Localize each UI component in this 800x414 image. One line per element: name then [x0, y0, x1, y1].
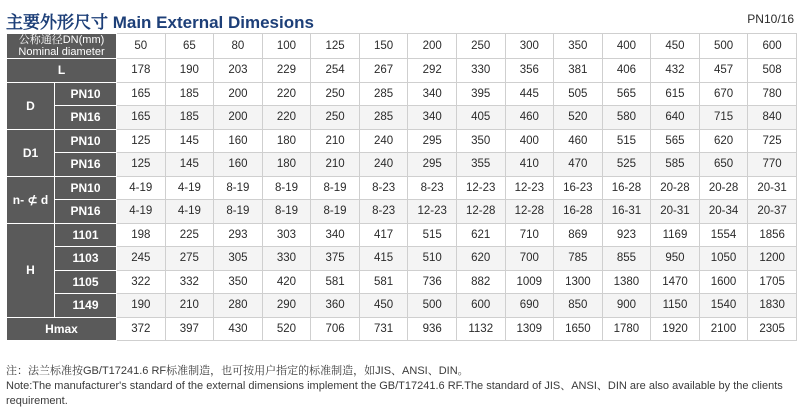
- value-cell: 1300: [554, 270, 603, 294]
- value-cell: 1780: [602, 317, 651, 341]
- value-cell: 285: [359, 106, 408, 130]
- row-H-1101: [7, 223, 797, 247]
- value-cell: 145: [165, 153, 214, 177]
- size-cell: 400: [602, 34, 651, 59]
- value-cell: 731: [359, 317, 408, 341]
- value-cell: 280: [214, 294, 263, 318]
- value-cell: 160: [214, 153, 263, 177]
- value-cell: 125: [117, 153, 166, 177]
- value-cell: 670: [699, 82, 748, 106]
- page-title: 主要外形尺寸 Main External Dimesions: [6, 13, 314, 32]
- value-cell: 1705: [748, 270, 797, 294]
- sub-label-D1-pn16: PN16: [55, 153, 117, 177]
- value-cell: 185: [165, 106, 214, 130]
- value-cell: 1650: [554, 317, 603, 341]
- size-cell: 125: [311, 34, 360, 59]
- value-cell: 340: [311, 223, 360, 247]
- value-cell: 267: [359, 59, 408, 83]
- value-cell: 8-19: [262, 200, 311, 224]
- value-cell: 650: [699, 153, 748, 177]
- size-cell: 250: [456, 34, 505, 59]
- value-cell: 4-19: [117, 176, 166, 200]
- value-cell: 372: [117, 317, 166, 341]
- size-cell: 150: [359, 34, 408, 59]
- value-cell: 710: [505, 223, 554, 247]
- value-cell: 2305: [748, 317, 797, 341]
- value-cell: 8-19: [262, 176, 311, 200]
- value-cell: 450: [359, 294, 408, 318]
- size-cell: 200: [408, 34, 457, 59]
- value-cell: 330: [262, 247, 311, 271]
- value-cell: 190: [165, 59, 214, 83]
- value-cell: 8-23: [408, 176, 457, 200]
- value-cell: 16-28: [602, 176, 651, 200]
- value-cell: 770: [748, 153, 797, 177]
- sub-label-D-pn10: PN10: [55, 82, 117, 106]
- value-cell: 900: [602, 294, 651, 318]
- value-cell: 178: [117, 59, 166, 83]
- value-cell: 2100: [699, 317, 748, 341]
- value-cell: 850: [554, 294, 603, 318]
- sub-label-D1-pn10: PN10: [55, 129, 117, 153]
- value-cell: 525: [602, 153, 651, 177]
- value-cell: 350: [456, 129, 505, 153]
- value-cell: 20-37: [748, 200, 797, 224]
- size-cell: 65: [165, 34, 214, 59]
- value-cell: 855: [602, 247, 651, 271]
- footnote-en: Note:The manufacturer's standard of the external dimensions implement the GB/T17241.6 RF.The standard of JIS、ANSI、DIN are also available by the clients requirement.: [6, 380, 783, 407]
- value-cell: 20-28: [651, 176, 700, 200]
- value-cell: 410: [505, 153, 554, 177]
- value-cell: 785: [554, 247, 603, 271]
- value-cell: 460: [554, 129, 603, 153]
- value-cell: 340: [408, 82, 457, 106]
- value-cell: 520: [262, 317, 311, 341]
- value-cell: 470: [554, 153, 603, 177]
- value-cell: 8-19: [214, 176, 263, 200]
- value-cell: 200: [214, 82, 263, 106]
- size-cell: 600: [748, 34, 797, 59]
- size-cell: 350: [554, 34, 603, 59]
- value-cell: 1150: [651, 294, 700, 318]
- value-cell: 500: [408, 294, 457, 318]
- value-cell: 292: [408, 59, 457, 83]
- value-cell: 395: [456, 82, 505, 106]
- size-cell: 500: [699, 34, 748, 59]
- value-cell: 330: [456, 59, 505, 83]
- sub-label-H-1105: 1105: [55, 270, 117, 294]
- value-cell: 225: [165, 223, 214, 247]
- value-cell: 180: [262, 153, 311, 177]
- value-cell: 12-28: [505, 200, 554, 224]
- value-cell: 381: [554, 59, 603, 83]
- value-cell: 8-19: [311, 200, 360, 224]
- size-cell: 300: [505, 34, 554, 59]
- value-cell: 322: [117, 270, 166, 294]
- value-cell: 16-23: [554, 176, 603, 200]
- value-cell: 1920: [651, 317, 700, 341]
- value-cell: 240: [359, 129, 408, 153]
- value-cell: 690: [505, 294, 554, 318]
- value-cell: 736: [408, 270, 457, 294]
- value-cell: 165: [117, 106, 166, 130]
- value-cell: 350: [214, 270, 263, 294]
- value-cell: 180: [262, 129, 311, 153]
- footnote: [6, 364, 796, 409]
- value-cell: 4-19: [117, 200, 166, 224]
- sub-label-H-1149: 1149: [55, 294, 117, 318]
- value-cell: 203: [214, 59, 263, 83]
- value-cell: 621: [456, 223, 505, 247]
- value-cell: 12-23: [505, 176, 554, 200]
- value-cell: 508: [748, 59, 797, 83]
- pressure-rating: PN10/16: [747, 12, 794, 26]
- value-cell: 1540: [699, 294, 748, 318]
- value-cell: 229: [262, 59, 311, 83]
- value-cell: 1132: [456, 317, 505, 341]
- row-D1-pn10: [7, 129, 797, 153]
- sub-label-H-1103: 1103: [55, 247, 117, 271]
- value-cell: 240: [359, 153, 408, 177]
- sub-label-H-1101: 1101: [55, 223, 117, 247]
- row-H-1149: [7, 294, 797, 318]
- value-cell: 290: [262, 294, 311, 318]
- value-cell: 1200: [748, 247, 797, 271]
- value-cell: 305: [214, 247, 263, 271]
- value-cell: 620: [456, 247, 505, 271]
- value-cell: 397: [165, 317, 214, 341]
- value-cell: 8-19: [311, 176, 360, 200]
- value-cell: 12-28: [456, 200, 505, 224]
- value-cell: 725: [748, 129, 797, 153]
- value-cell: 600: [456, 294, 505, 318]
- value-cell: 20-28: [699, 176, 748, 200]
- value-cell: 1856: [748, 223, 797, 247]
- dimensions-table: [6, 33, 797, 341]
- value-cell: 210: [311, 153, 360, 177]
- value-cell: 303: [262, 223, 311, 247]
- value-cell: 640: [651, 106, 700, 130]
- row-D1-pn16: [7, 153, 797, 177]
- value-cell: 8-23: [359, 176, 408, 200]
- value-cell: 293: [214, 223, 263, 247]
- value-cell: 220: [262, 82, 311, 106]
- value-cell: 840: [748, 106, 797, 130]
- value-cell: 200: [214, 106, 263, 130]
- value-cell: 406: [602, 59, 651, 83]
- value-cell: 565: [602, 82, 651, 106]
- size-cell: 80: [214, 34, 263, 59]
- size-cell: 450: [651, 34, 700, 59]
- value-cell: 505: [554, 82, 603, 106]
- value-cell: 585: [651, 153, 700, 177]
- value-cell: 445: [505, 82, 554, 106]
- value-cell: 615: [651, 82, 700, 106]
- value-cell: 356: [505, 59, 554, 83]
- row-H-1103: [7, 247, 797, 271]
- value-cell: 620: [699, 129, 748, 153]
- nominal-diameter-header: [7, 34, 117, 59]
- value-cell: 417: [359, 223, 408, 247]
- value-cell: 1600: [699, 270, 748, 294]
- value-cell: 285: [359, 82, 408, 106]
- value-cell: 360: [311, 294, 360, 318]
- value-cell: 520: [554, 106, 603, 130]
- value-cell: 936: [408, 317, 457, 341]
- value-cell: 420: [262, 270, 311, 294]
- size-cell: 100: [262, 34, 311, 59]
- value-cell: 250: [311, 106, 360, 130]
- sub-label-nd-pn10: PN10: [55, 176, 117, 200]
- value-cell: 565: [651, 129, 700, 153]
- value-cell: 515: [602, 129, 651, 153]
- value-cell: 165: [117, 82, 166, 106]
- value-cell: 12-23: [408, 200, 457, 224]
- value-cell: 510: [408, 247, 457, 271]
- value-cell: 220: [262, 106, 311, 130]
- sub-label-D-pn16: PN16: [55, 106, 117, 130]
- group-label-D: D: [7, 82, 55, 129]
- value-cell: 355: [456, 153, 505, 177]
- value-cell: 400: [505, 129, 554, 153]
- value-cell: 340: [408, 106, 457, 130]
- value-cell: 254: [311, 59, 360, 83]
- value-cell: 700: [505, 247, 554, 271]
- footnote-cn: 注：法兰标准按GB/T17241.6 RF标准制造，也可按用户指定的标准制造，如JIS、ANSI、DIN。: [6, 365, 469, 377]
- value-cell: 12-23: [456, 176, 505, 200]
- value-cell: 430: [214, 317, 263, 341]
- value-cell: 8-23: [359, 200, 408, 224]
- sub-label-nd-pn16: PN16: [55, 200, 117, 224]
- value-cell: 16-31: [602, 200, 651, 224]
- row-H-1105: [7, 270, 797, 294]
- value-cell: 1309: [505, 317, 554, 341]
- row-L: [7, 59, 797, 83]
- value-cell: 515: [408, 223, 457, 247]
- value-cell: 16-28: [554, 200, 603, 224]
- value-cell: 185: [165, 82, 214, 106]
- group-label-H: H: [7, 223, 55, 317]
- value-cell: 950: [651, 247, 700, 271]
- row-D-pn16: [7, 106, 797, 130]
- row-Hmax: [7, 317, 797, 341]
- value-cell: 245: [117, 247, 166, 271]
- value-cell: 1470: [651, 270, 700, 294]
- value-cell: 1050: [699, 247, 748, 271]
- value-cell: 145: [165, 129, 214, 153]
- value-cell: 20-31: [651, 200, 700, 224]
- value-cell: 198: [117, 223, 166, 247]
- value-cell: 457: [699, 59, 748, 83]
- value-cell: 210: [165, 294, 214, 318]
- nominal-diameter-en: Nominal diameter: [18, 46, 105, 58]
- value-cell: 20-34: [699, 200, 748, 224]
- value-cell: 460: [505, 106, 554, 130]
- row-label-Hmax: Hmax: [7, 317, 117, 341]
- group-label-D1: D1: [7, 129, 55, 176]
- value-cell: 405: [456, 106, 505, 130]
- value-cell: 581: [311, 270, 360, 294]
- value-cell: 375: [311, 247, 360, 271]
- value-cell: 295: [408, 129, 457, 153]
- value-cell: 415: [359, 247, 408, 271]
- row-nd-pn10: [7, 176, 797, 200]
- value-cell: 210: [311, 129, 360, 153]
- value-cell: 332: [165, 270, 214, 294]
- row-label-L: L: [7, 59, 117, 83]
- value-cell: 190: [117, 294, 166, 318]
- value-cell: 780: [748, 82, 797, 106]
- nominal-diameter-cn: 公称通径DN(mm): [18, 34, 105, 46]
- value-cell: 580: [602, 106, 651, 130]
- value-cell: 8-19: [214, 200, 263, 224]
- value-cell: 20-31: [748, 176, 797, 200]
- value-cell: 432: [651, 59, 700, 83]
- value-cell: 160: [214, 129, 263, 153]
- value-cell: 1554: [699, 223, 748, 247]
- value-cell: 715: [699, 106, 748, 130]
- value-cell: 4-19: [165, 176, 214, 200]
- value-cell: 706: [311, 317, 360, 341]
- header-row: [7, 34, 797, 59]
- value-cell: 125: [117, 129, 166, 153]
- value-cell: 295: [408, 153, 457, 177]
- value-cell: 250: [311, 82, 360, 106]
- value-cell: 4-19: [165, 200, 214, 224]
- row-D-pn10: [7, 82, 797, 106]
- value-cell: 869: [554, 223, 603, 247]
- size-cell: 50: [117, 34, 166, 59]
- value-cell: 882: [456, 270, 505, 294]
- value-cell: 923: [602, 223, 651, 247]
- value-cell: 1169: [651, 223, 700, 247]
- value-cell: 1380: [602, 270, 651, 294]
- value-cell: 581: [359, 270, 408, 294]
- row-nd-pn16: [7, 200, 797, 224]
- value-cell: 1009: [505, 270, 554, 294]
- value-cell: 275: [165, 247, 214, 271]
- value-cell: 1830: [748, 294, 797, 318]
- group-label-nd: n- ⊄ d: [7, 176, 55, 223]
